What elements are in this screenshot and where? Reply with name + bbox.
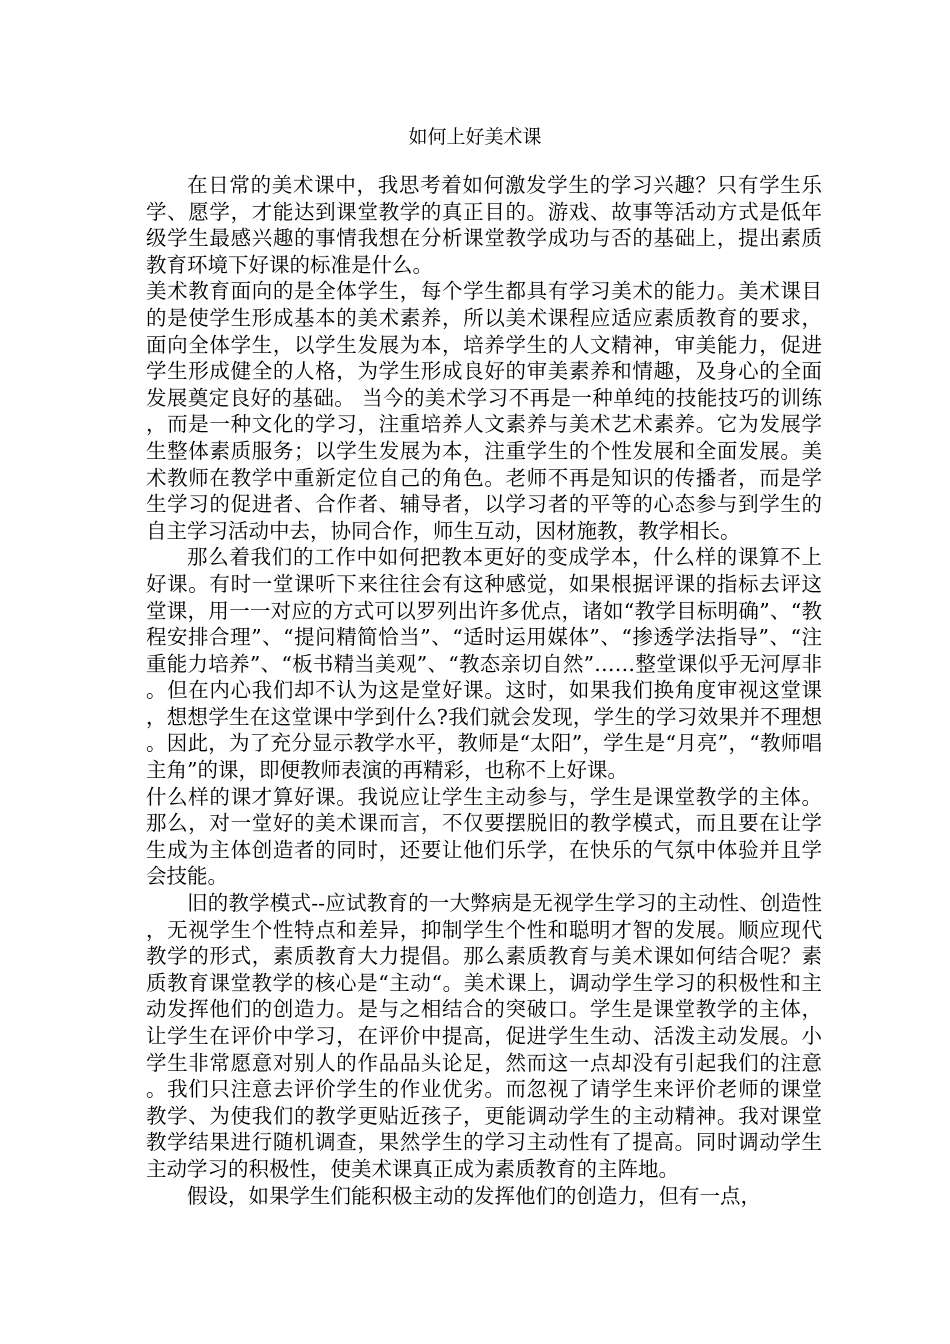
paragraph-3: 那么着我们的工作中如何把教本更好的变成学本，什么样的课算不上好课。有时一堂课听下来往往会有这种感觉，如果根据评课的指标去评这堂课，用一一对应的方式可以罗列出许多优点，诸如“教学目标明确”、“教程安排合理”、“提问精简恰当”、“适时运用媒体”、“掺透学法指导”、“注重能力培养”、“板书精当美观”、“教态亲切自然”……整堂课似乎无河厚非。但在内心我们却不认为这是堂好课。这时，如果我们换角度审视这堂课，想想学生在这堂课中学到什么?我们就会发现，学生的学习效果并不理想。因此，为了充分显示教学水平，教师是“太阳”，学生是“月亮”，“教师唱主角”的课，即便教师表演的再精彩，也称不上好课。: [146, 545, 822, 783]
document-body: [146, 172, 822, 1209]
paragraph-2: 美术教育面向的是全体学生，每个学生都具有学习美术的能力。美术课目的是使学生形成基本的美术素养，所以美术课程应适应素质教育的要求，面向全体学生，以学生发展为本，培养学生的人文精神，审美能力，促进学生形成健全的人格，为学生形成良好的审美素养和情趣，及身心的全面发展奠定良好的基础。 当今的美术学习不再是一种单纯的技能技巧的训练，而是一种文化的学习，注重培养人文素养与美术艺术素养。它为发展学生整体素质服务；以学生发展为本，注重学生的个性发展和全面发展。美术教师在教学中重新定位自己的角色。老师不再是知识的传播者，而是学生学习的促进者、合作者、辅导者，以学习者的平等的心态参与到学生的自主学习活动中去，协同合作，师生互动，因材施教，教学相长。: [146, 279, 822, 543]
paragraph-5: 旧的教学模式--应试教育的一大弊病是无视学生学习的主动性、创造性，无视学生个性特点和差异，抑制学生个性和聪明才智的发展。顺应现代教学的形式，素质教育大力提倡。那么素质教育与美术课如何结合呢？素质教育课堂教学的核心是“主动“。美术课上，调动学生学习的积极性和主动发挥他们的创造力。是与之相结合的突破口。学生是课堂教学的主体，让学生在评价中学习，在评价中提高，促进学生生动、活泼主动发展。小学生非常愿意对别人的作品品头论足，然而这一点却没有引起我们的注意。我们只注意去评价学生的作业优劣。而忽视了请学生来评价老师的课堂教学、为使我们的教学更贴近孩子，更能调动学生的主动精神。我对课堂教学结果进行随机调查，果然学生的学习主动性有了提高。同时调动学生主动学习的积极性，使美术课真正成为素质教育的主阵地。: [146, 891, 822, 1181]
paragraph-1: 在日常的美术课中，我思考着如何激发学生的学习兴趣？只有学生乐学、愿学，才能达到课堂教学的真正目的。游戏、故事等活动方式是低年级学生最感兴趣的事情我想在分析课堂教学成功与否的基础上，提出素质教育环境下好课的标准是什么。: [146, 173, 822, 277]
paragraph-6: 假设，如果学生们能积极主动的发挥他们的创造力，但有一点，: [187, 1183, 761, 1208]
paragraph-4: 什么样的课才算好课。我说应让学生主动参与，学生是课堂教学的主体。那么，对一堂好的美术课而言，不仅要摆脱旧的教学模式，而且要在让学生成为主体创造者的同时，还要让他们乐学，在快乐的气氛中体验并且学会技能。: [146, 784, 822, 889]
document-title: 如何上好美术课: [408, 126, 542, 148]
